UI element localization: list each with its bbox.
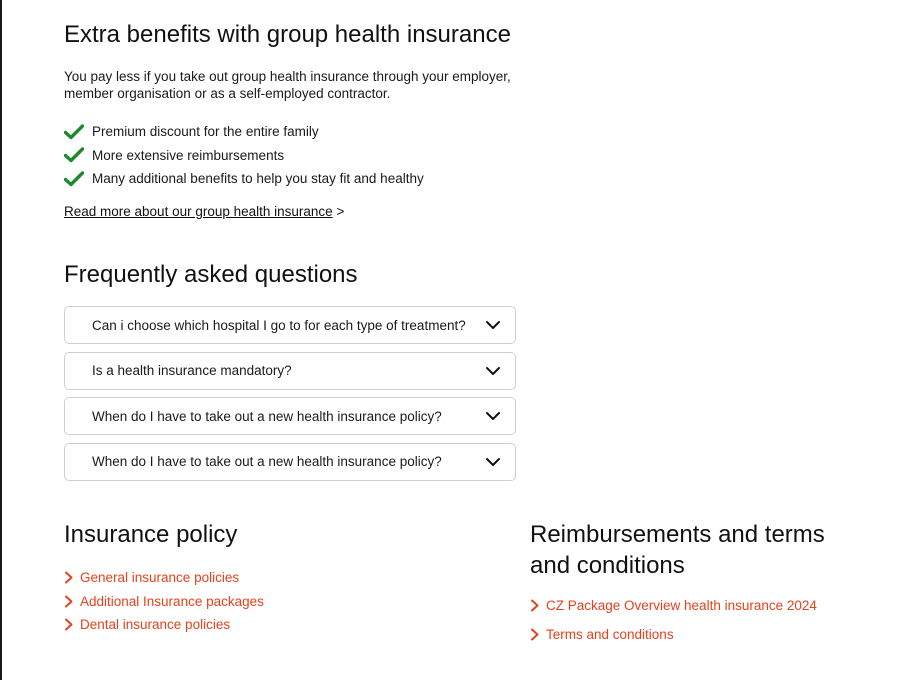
- read-more-suffix: >: [336, 204, 345, 219]
- chevron-right-icon: [64, 618, 74, 631]
- chevron-right-icon: [64, 595, 74, 608]
- chevron-down-icon: [485, 366, 501, 376]
- policy-link[interactable]: General insurance policies: [80, 570, 240, 586]
- faq-item[interactable]: [64, 352, 516, 390]
- faq-accordion: [64, 306, 516, 488]
- faq-item[interactable]: [64, 397, 516, 435]
- list-item: [64, 590, 264, 614]
- policy-link[interactable]: Additional Insurance packages: [80, 593, 264, 609]
- list-item: [530, 591, 817, 620]
- faq-question: When do I have to take out a new health insurance policy?: [92, 454, 442, 469]
- faq-item[interactable]: [64, 306, 516, 344]
- chevron-down-icon: [485, 457, 501, 467]
- faq-question: When do I have to take out a new health insurance policy?: [92, 408, 442, 424]
- chevron-right-icon: [530, 599, 540, 612]
- benefits-title: Extra benefits with group health insurance: [64, 21, 511, 48]
- chevron-down-icon: [485, 320, 501, 330]
- faq-question: Is a health insurance mandatory?: [92, 363, 292, 378]
- reimbursement-link[interactable]: CZ Package Overview health insurance 2024: [546, 598, 817, 613]
- list-item: [64, 167, 424, 191]
- insurance-policy-title: Insurance policy: [64, 521, 238, 548]
- benefit-label: More extensive reimbursements: [92, 147, 285, 163]
- benefit-label: Many additional benefits to help you stay fit and healthy: [92, 171, 424, 187]
- checkmark-icon: [64, 171, 84, 187]
- insurance-policy-links: [64, 566, 264, 637]
- checkmark-icon: [64, 147, 84, 163]
- list-item: [64, 144, 424, 168]
- list-item: [64, 120, 424, 144]
- list-item: [530, 620, 817, 649]
- list-item: [64, 566, 264, 590]
- reimbursements-links: [530, 591, 817, 649]
- chevron-down-icon: [485, 411, 501, 421]
- policy-link[interactable]: Dental insurance policies: [80, 617, 231, 633]
- faq-title: Frequently asked questions: [64, 261, 358, 288]
- benefit-label: Premium discount for the entire family: [92, 124, 319, 140]
- read-more-line: [64, 204, 344, 219]
- reimbursements-title: Reimbursements and terms and conditions: [530, 521, 825, 579]
- read-more-link[interactable]: Read more about our group health insurance: [64, 204, 333, 219]
- chevron-right-icon: [530, 628, 540, 641]
- faq-question: Can i choose which hospital I go to for each type of treatment?: [92, 317, 466, 333]
- benefits-list: [64, 120, 424, 191]
- faq-item[interactable]: [64, 443, 516, 481]
- reimbursement-link[interactable]: Terms and conditions: [546, 627, 674, 642]
- chevron-right-icon: [64, 571, 74, 584]
- checkmark-icon: [64, 124, 84, 140]
- benefits-intro: You pay less if you take out group health insurance through your employer, member organisation or as a self-employed contractor.: [64, 69, 511, 101]
- list-item: [64, 613, 264, 637]
